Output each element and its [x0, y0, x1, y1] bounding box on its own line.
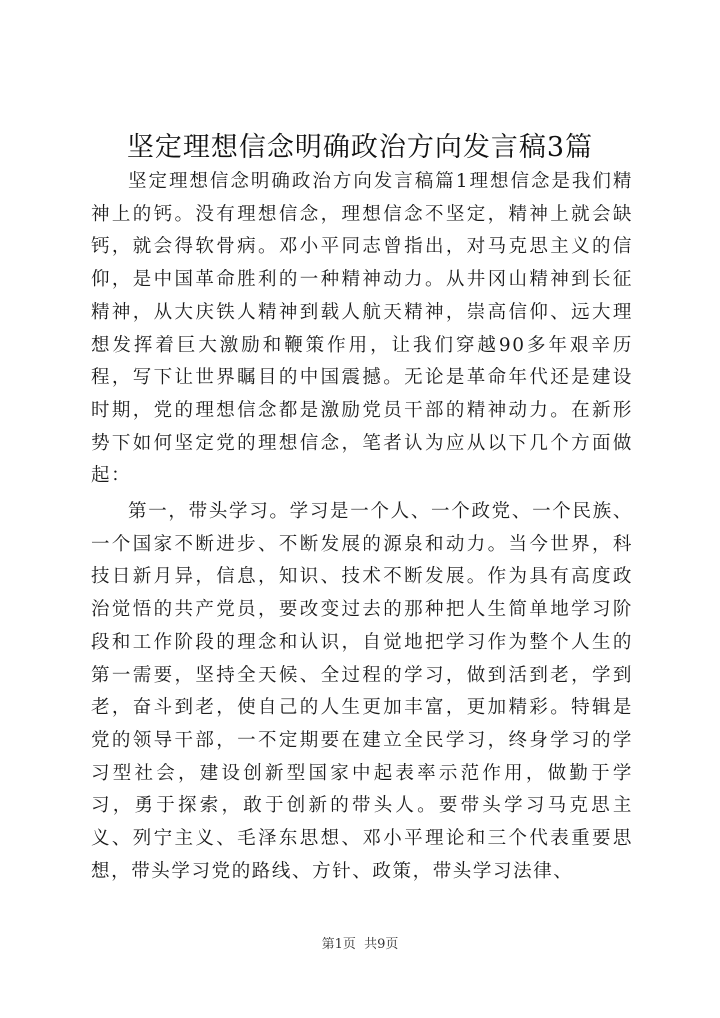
page-total: 共9页	[364, 937, 399, 952]
page-number: 第1页	[321, 937, 356, 952]
paragraph-intro: 坚定理想信念明确政治方向发言稿篇1理想信念是我们精神上的钙。没有理想信念，理想信念不坚定，精神上就会缺钙，就会得软骨病。邓小平同志曾指出，对马克思主义的信仰，是中国革命胜利的一种精神动力。从井冈山精神到长征精神，从大庆铁人精神到载人航天精神，崇高信仰、远大理想发挥着巨大激励和鞭策作用，让我们穿越90多年艰辛历程，写下让世界瞩目的中国震撼。无论是革命年代还是建设时期，党的理想信念都是激励党员干部的精神动力。在新形势下如何坚定党的理想信念，笔者认为应从以下几个方面做起：	[91, 171, 633, 487]
paragraph-first-point: 第一，带头学习。学习是一个人、一个政党、一个民族、一个国家不断进步、不断发展的源泉和动力。当今世界，科技日新月异，信息，知识、技术不断发展。作为具有高度政治觉悟的共产党员，要改变过去的那种把人生简单地学习阶段和工作阶段的理念和认识，自觉地把学习作为整个人生的第一需要，坚持全天候、全过程的学习，做到活到老，学到老，奋斗到老，使自己的人生更加丰富，更加精彩。特辑是党的领导干部，一不定期要在建立全民学习，终身学习的学习型社会，建设创新型国家中起表率示范作用，做勤于学习，勇于探索，敢于创新的带头人。要带头学习马克思主义、列宁主义、毛泽东思想、邓小平理论和三个代表重要思想，带头学习党的路线、方针、政策，带头学习法律、	[91, 501, 633, 882]
document-title: 坚定理想信念明确政治方向发言稿3篇	[126, 132, 594, 163]
page-footer	[0, 936, 720, 954]
